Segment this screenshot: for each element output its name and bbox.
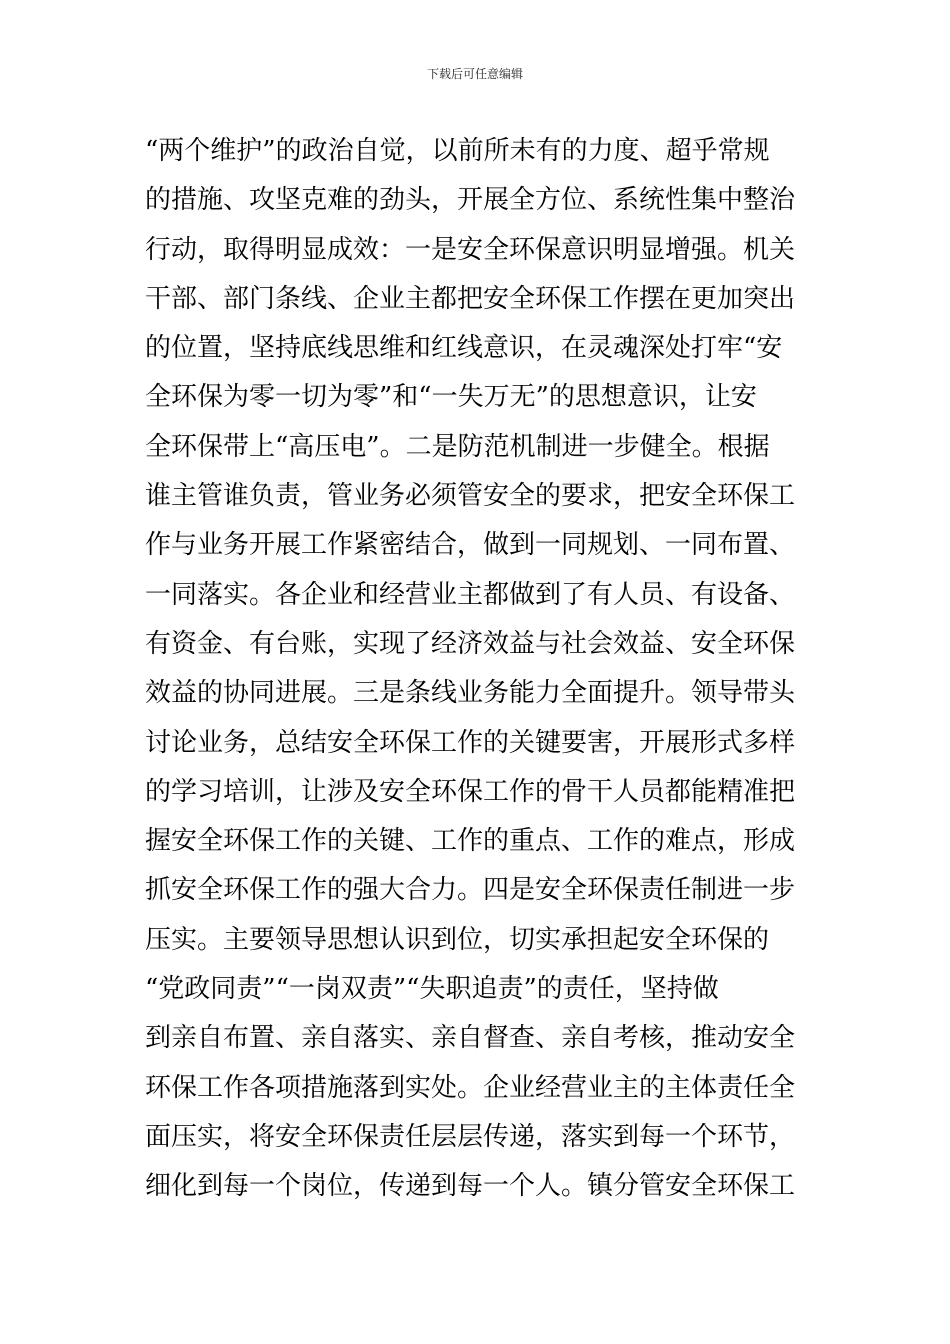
text-line: 效益的协同进展。三是条线业务能力全面提升。领导带头 [145,678,796,709]
text-line: 到亲自布置、亲自落实、亲自督查、亲自考核，推动安全 [145,1023,796,1054]
text-line: 有资金、有台账，实现了经济效益与社会效益、安全环保 [145,628,796,659]
text-line: 面压实，将安全环保责任层层传递，落实到每一个环节， [145,1121,796,1152]
text-line: 压实。主要领导思想认识到位，切实承担起安全环保的 [145,924,770,955]
text-line: 干部、部门条线、企业主都把安全环保工作摆在更加突出 [145,283,796,314]
text-line: 的位置，坚持底线思维和红线意识，在灵魂深处打牢“安 [145,333,783,364]
text-line: “党政同责”“一岗双责”“失职追责”的责任，坚持做 [145,974,719,1005]
body-text [145,127,810,1212]
text-line: 的学习培训，让涉及安全环保工作的骨干人员都能精准把 [145,776,796,807]
text-line: 细化到每一个岗位，传递到每一个人。镇分管安全环保工 [145,1171,796,1202]
text-line: 全环保带上“高压电”。二是防范机制进一步健全。根据 [145,431,770,462]
text-line: 的措施、攻坚克难的劲头，开展全方位、系统性集中整治 [145,185,796,216]
text-line: 谁主管谁负责，管业务必须管安全的要求，把安全环保工 [145,481,796,512]
text-line: 环保工作各项措施落到实处。企业经营业主的主体责任全 [145,1072,796,1103]
text-line: 抓安全环保工作的强大合力。四是安全环保责任制进一步 [145,875,796,906]
text-line: “两个维护”的政治自觉，以前所未有的力度、超乎常规 [145,136,770,166]
text-line: 握安全环保工作的关键、工作的重点、工作的难点，形成 [145,826,796,857]
page-header: 下载后可任意编辑 [426,67,523,81]
text-line: 一同落实。各企业和经营业主都做到了有人员、有设备、 [145,579,796,610]
text-line: 作与业务开展工作紧密结合，做到一同规划、一同布置、 [145,530,796,561]
text-line: 全环保为零一切为零”和“一失万无”的思想意识，让安 [145,382,757,413]
text-line: 行动，取得明显成效：一是安全环保意识明显增强。机关 [145,234,796,265]
text-line: 讨论业务，总结安全环保工作的关键要害，开展形式多样 [145,727,796,758]
